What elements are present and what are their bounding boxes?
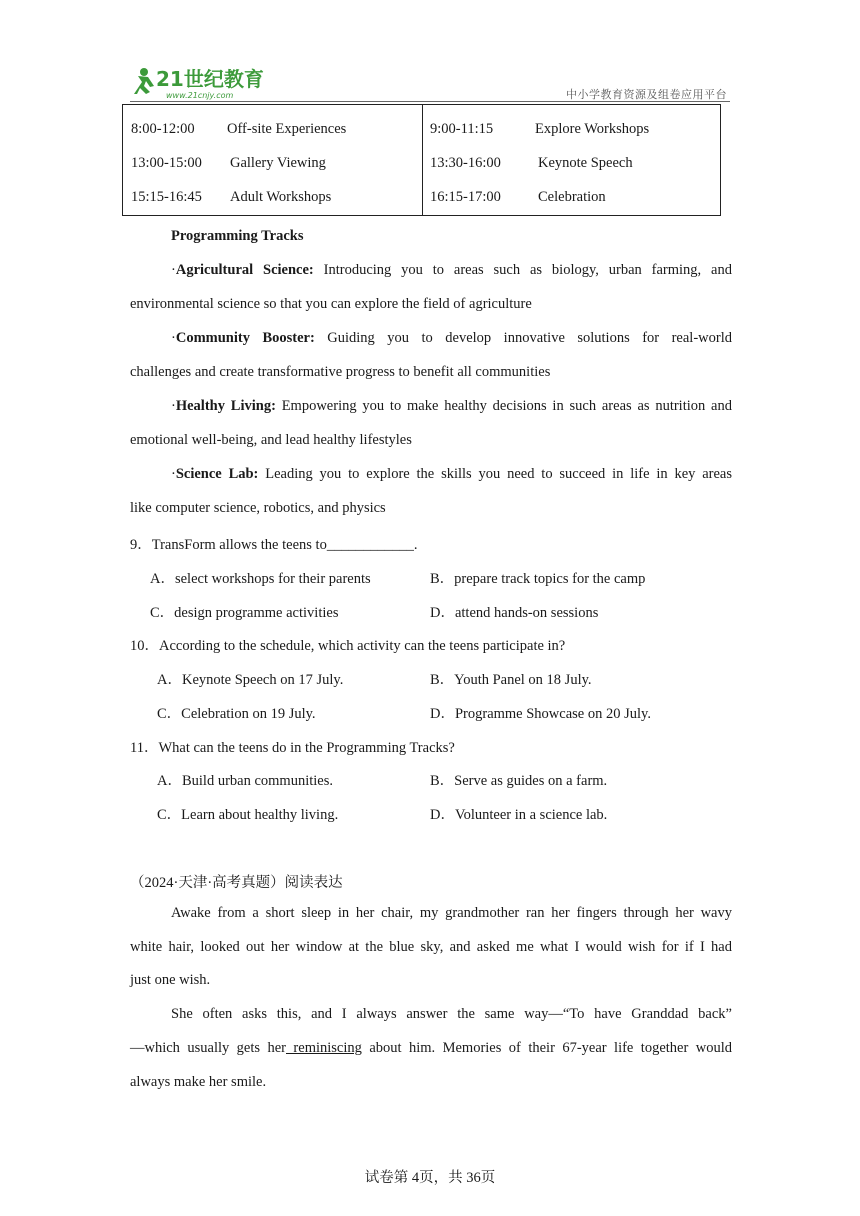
track-bullet: · <box>171 466 176 482</box>
schedule-column-divider <box>422 105 423 215</box>
answer-option[interactable]: B．prepare track topics for the camp <box>430 571 646 587</box>
track-label: Science Lab: <box>175 466 259 482</box>
track-bullet: · <box>171 398 176 414</box>
answer-option[interactable]: B．Serve as guides on a farm. <box>430 773 608 789</box>
answer-option[interactable]: A．select workshops for their parents <box>150 571 371 587</box>
track-label: Healthy Living: <box>175 398 276 414</box>
schedule-time: 15:15-16:45 <box>131 189 202 205</box>
track-bullet: · <box>171 330 176 346</box>
track-text: Guiding you to develop innovative solutions for real-world <box>314 330 732 346</box>
question-stem: 10．According to the schedule, which activity can the teens participate in? <box>130 638 566 654</box>
answer-option[interactable]: C．Celebration on 19 July. <box>157 706 316 722</box>
answer-option[interactable]: C．design programme activities <box>150 605 339 621</box>
platform-name: 中小学教育资源及组卷应用平台 <box>566 88 727 101</box>
page-footer: 试卷第 4页，共 36页 <box>364 1170 496 1186</box>
passage-line <box>130 1040 732 1057</box>
schedule-activity: Celebration <box>538 189 606 205</box>
header-divider <box>130 101 730 102</box>
underlined-word: reminiscing <box>286 1040 362 1056</box>
track-item-line: like computer science, robotics, and physics <box>130 500 386 516</box>
answer-option[interactable]: C．Learn about healthy living. <box>157 807 339 823</box>
question-stem: 9．TransForm allows the teens to____________. <box>130 537 418 553</box>
track-item-line <box>171 262 732 279</box>
passage-line: just one wish. <box>130 972 211 988</box>
schedule-activity: Explore Workshops <box>535 121 650 137</box>
track-item-line: challenges and create transformative progress to benefit all communities <box>130 364 551 380</box>
schedule-activity: Adult Workshops <box>230 189 332 205</box>
site-logo <box>130 64 270 100</box>
schedule-time: 8:00-12:00 <box>131 121 195 137</box>
track-text: Introducing you to areas such as biology, urban farming, and <box>313 262 732 278</box>
track-label: Community Booster: <box>175 330 315 346</box>
passage-line: always make her smile. <box>130 1074 267 1090</box>
passage-source: （2024·天津·高考真题）阅读表达 <box>130 875 343 891</box>
track-item-line <box>171 398 732 415</box>
schedule-activity: Off-site Experiences <box>227 121 347 137</box>
track-bullet: · <box>171 262 176 278</box>
logo-url-text: www.21cnjy.com <box>166 91 234 100</box>
passage-line: white hair, looked out her window at the blue sky, and asked me what I would wish for if I had <box>130 939 732 955</box>
track-item-line: emotional well-being, and lead healthy lifestyles <box>130 432 412 448</box>
logo-mark-text: 21世纪教育 <box>156 67 264 91</box>
track-text: Leading you to explore the skills you need to succeed in life in key areas <box>258 466 732 482</box>
schedule-activity: Gallery Viewing <box>230 155 326 171</box>
answer-option[interactable]: A．Keynote Speech on 17 July. <box>157 672 344 688</box>
passage-text: about him. Memories of their 67-year life together would <box>361 1040 732 1056</box>
track-item-line <box>171 330 732 347</box>
track-item-line <box>171 466 732 483</box>
passage-text: —which usually gets her <box>130 1040 286 1056</box>
passage-line: She often asks this, and I always answer the same way—“To have Granddad back” <box>171 1006 732 1022</box>
schedule-time: 16:15-17:00 <box>430 189 501 205</box>
tracks-heading: Programming Tracks <box>171 228 304 244</box>
schedule-time: 9:00-11:15 <box>430 121 494 137</box>
question-stem: 11．What can the teens do in the Programming Tracks? <box>130 740 455 756</box>
track-label: Agricultural Science: <box>175 262 314 278</box>
answer-option[interactable]: A．Build urban communities. <box>157 773 333 789</box>
answer-option[interactable]: D．Volunteer in a science lab. <box>430 807 608 823</box>
passage-line: Awake from a short sleep in her chair, my grandmother ran her fingers through her wavy <box>171 905 732 921</box>
answer-option[interactable]: B．Youth Panel on 18 July. <box>430 672 592 688</box>
schedule-time: 13:00-15:00 <box>131 155 202 171</box>
schedule-table <box>122 104 721 216</box>
answer-option[interactable]: D．attend hands-on sessions <box>430 605 599 621</box>
track-text: Empowering you to make healthy decisions in such areas as nutrition and <box>275 398 732 414</box>
schedule-time: 13:30-16:00 <box>430 155 501 171</box>
track-item-line: environmental science so that you can explore the field of agriculture <box>130 296 532 312</box>
answer-option[interactable]: D．Programme Showcase on 20 July. <box>430 706 651 722</box>
schedule-activity: Keynote Speech <box>538 155 633 171</box>
